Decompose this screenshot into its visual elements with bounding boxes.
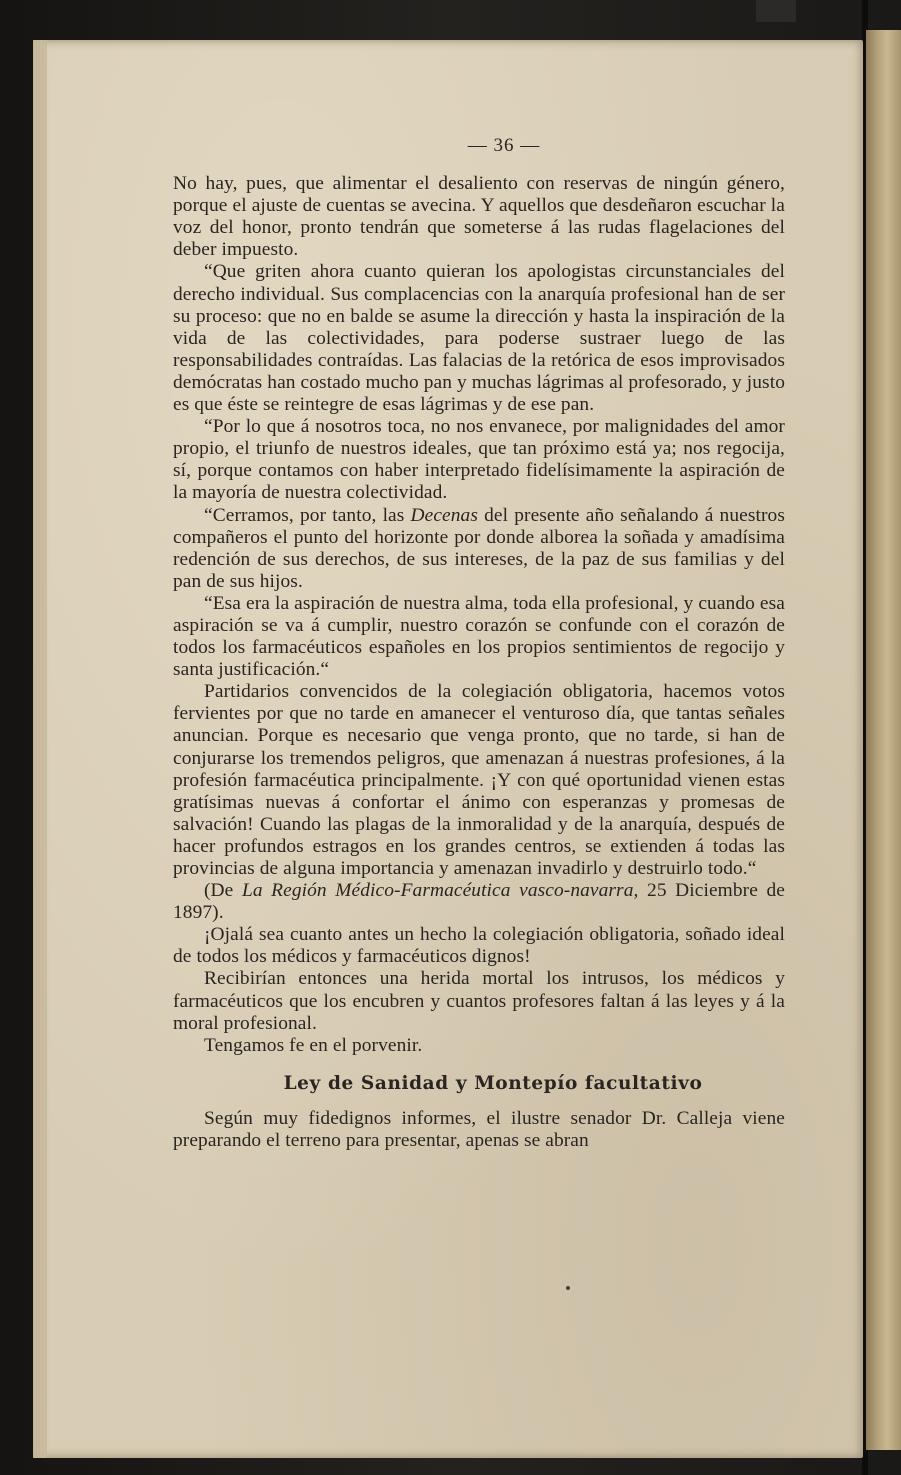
scan-clip bbox=[756, 0, 796, 22]
paragraph-4 bbox=[173, 505, 785, 593]
paragraph-5: “Esa era la aspiración de nuestra alma, toda ella profesional, y cuando esa aspiración se va á cumplir, nuestro corazón se confunde con el corazón de todos los farmacéuticos españoles en los propios sentimientos de regocijo y santa justificación.“ bbox=[173, 592, 785, 681]
section-paragraph: Según muy fidedignos informes, el ilustre senador Dr. Calleja viene preparando el terreno para presentar, apenas se abran bbox=[173, 1107, 785, 1152]
citation-start: (De bbox=[204, 880, 242, 902]
citation-end: 25 Diciembre de 1897). bbox=[173, 880, 785, 924]
journal-title: La Región Médico-Farmacéutica vasco-navarra, bbox=[241, 880, 639, 902]
paragraph-4-end: del presente año señalando á nuestros compañeros el punto del horizonte por donde alborea la soñada y amadísima redención de sus derechos, de sus intereses, de la paz de sus familias y del pan de sus hijos. bbox=[173, 504, 785, 592]
paragraph-2: “Que griten ahora cuanto quieran los apologistas circunstanciales del derecho individual. Sus complacencias con la anarquía profesional han de ser su proceso: que no en balde se asume la dirección y hasta la inspiración de la vida de las colectividades, para poderse sustraer luego de las responsabilidades contraídas. Las falacias de la retórica de esos improvisados demócratas han costado mucho pan y muchas lágrimas al profesorado, y justo es que éste se reintegre de esas lágrimas y de ese pan. bbox=[173, 261, 785, 416]
decenas-title: Decenas bbox=[410, 504, 478, 526]
paragraph-10: Tengamos fe en el porvenir. bbox=[204, 1034, 423, 1056]
ink-spot bbox=[566, 1286, 570, 1290]
paragraph-9: Recibirían entonces una herida mortal los intrusos, los médicos y farmacéuticos que los encubren y cuantos profesores faltan á las leyes y á la moral profesional. bbox=[173, 968, 785, 1034]
page-number: — 36 — bbox=[467, 135, 541, 156]
page-stack-edge bbox=[33, 40, 47, 1458]
paragraph-3: “Por lo que á nosotros toca, no nos envanece, por malignidades del amor propio, el triunfo de nuestros ideales, que tan próximo está ya; nos regocija, sí, porque contamos con haber interpretado fidelísimamente la aspiración de la mayoría de nuestra colectividad. bbox=[173, 416, 785, 504]
page-text bbox=[173, 135, 785, 1152]
paragraph-6: Partidarios convencidos de la colegiación obligatoria, hacemos votos fervientes por que no tarde en amanecer el venturoso día, que tantas señales anuncian. Porque es necesario que venga pronto, que no tarde, si han de conjurarse los tremendos peligros, que amenazan á nuestras profesiones, á la profesión farmacéutica principalmente. ¡Y con qué oportunidad vienen estas gratísimas nuevas á confortar el ánimo con esperanzas y promesas de salvación! Cuando las plagas de la inmoralidad y de la anarquía, después de hacer profundos estragos en los grandes centros, se extienden á todas las provincias de alguna importancia y amenazan invadirlo y destruirlo todo.“ bbox=[173, 681, 785, 879]
paragraph-1: No hay, pues, que alimentar el desaliento con reservas de ningún género, porque el ajuste de cuentas se avecina. Y aquellos que desdeñaron escuchar la voz del honor, pronto tendrán que someterse á las rudas flagelaciones del deber impuesto. bbox=[173, 173, 785, 261]
next-page-edge bbox=[866, 30, 901, 1450]
section-heading: Ley de Sanidad y Montepío facultativo bbox=[283, 1072, 703, 1094]
source-citation bbox=[173, 880, 785, 924]
paragraph-4-start: “Cerramos, por tanto, las bbox=[204, 504, 411, 526]
paragraph-8: ¡Ojalá sea cuanto antes un hecho la colegiación obligatoria, soñado ideal de todos los médicos y farmacéuticos dignos! bbox=[173, 924, 785, 968]
